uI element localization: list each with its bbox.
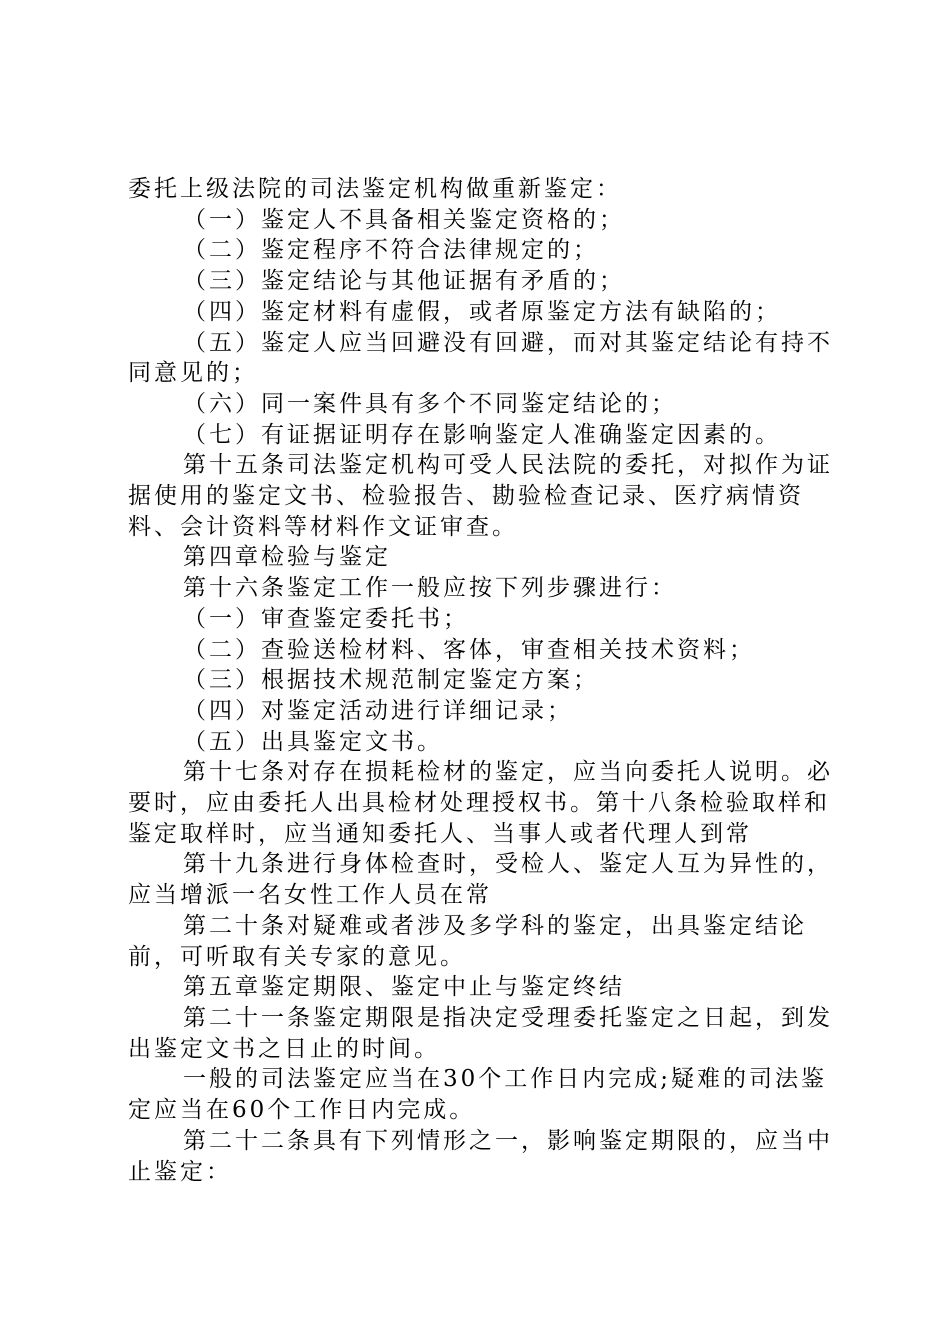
chapter-heading: 第五章鉴定期限、鉴定中止与鉴定终结 bbox=[183, 974, 625, 1001]
chapter-heading: 第四章检验与鉴定 bbox=[183, 544, 391, 571]
paragraph: 委托上级法院的司法鉴定机构做重新鉴定： bbox=[128, 176, 622, 202]
paragraph: 第二十二条具有下列情形之一，影响鉴定期限的，应当中止鉴定： bbox=[128, 1127, 833, 1185]
paragraph: （五）鉴定人应当回避没有回避，而对其鉴定结论有持不同意见的； bbox=[128, 329, 833, 387]
paragraph: 第二十条对疑难或者涉及多学科的鉴定，出具鉴定结论前，可听取有关专家的意见。 bbox=[128, 912, 807, 970]
paragraph: （七）有证据证明存在影响鉴定人准确鉴定因素的。 bbox=[183, 421, 781, 448]
paragraph: （一）审查鉴定委托书； bbox=[183, 605, 469, 632]
paragraph: （五）出具鉴定文书。 bbox=[183, 728, 443, 755]
paragraph: 第十七条对存在损耗检材的鉴定，应当向委托人说明。必要时，应由委托人出具检材处理授权书。第十八条检验取样和鉴定取样时，应当通知委托人、当事人或者代理人到常 bbox=[128, 759, 833, 847]
paragraph: （二）查验送检材料、客体，审查相关技术资料； bbox=[183, 636, 755, 663]
paragraph: （一）鉴定人不具备相关鉴定资格的； bbox=[183, 206, 625, 233]
paragraph: 第十五条司法鉴定机构可受人民法院的委托，对拟作为证据使用的鉴定文书、检验报告、勘验检查记录、医疗病情资料、会计资料等材料作文证审查。 bbox=[128, 452, 833, 540]
document-body bbox=[128, 174, 848, 1187]
paragraph: （三）鉴定结论与其他证据有矛盾的； bbox=[183, 268, 625, 295]
paragraph: 第二十一条鉴定期限是指决定受理委托鉴定之日起，到发出鉴定文书之日止的时间。 bbox=[128, 1004, 833, 1062]
paragraph: （四）对鉴定活动进行详细记录； bbox=[183, 697, 573, 724]
paragraph: （二）鉴定程序不符合法律规定的； bbox=[183, 237, 599, 264]
paragraph: 一般的司法鉴定应当在30个工作日内完成;疑难的司法鉴定应当在60个工作日内完成。 bbox=[128, 1066, 828, 1124]
paragraph: （四）鉴定材料有虚假，或者原鉴定方法有缺陷的； bbox=[183, 298, 781, 325]
paragraph: （六）同一案件具有多个不同鉴定结论的； bbox=[183, 390, 677, 417]
paragraph: （三）根据技术规范制定鉴定方案； bbox=[183, 667, 599, 694]
paragraph: 第十六条鉴定工作一般应按下列步骤进行： bbox=[183, 575, 677, 602]
paragraph: 第十九条进行身体检查时，受检人、鉴定人互为异性的，应当增派一名女性工作人员在常 bbox=[128, 851, 833, 909]
